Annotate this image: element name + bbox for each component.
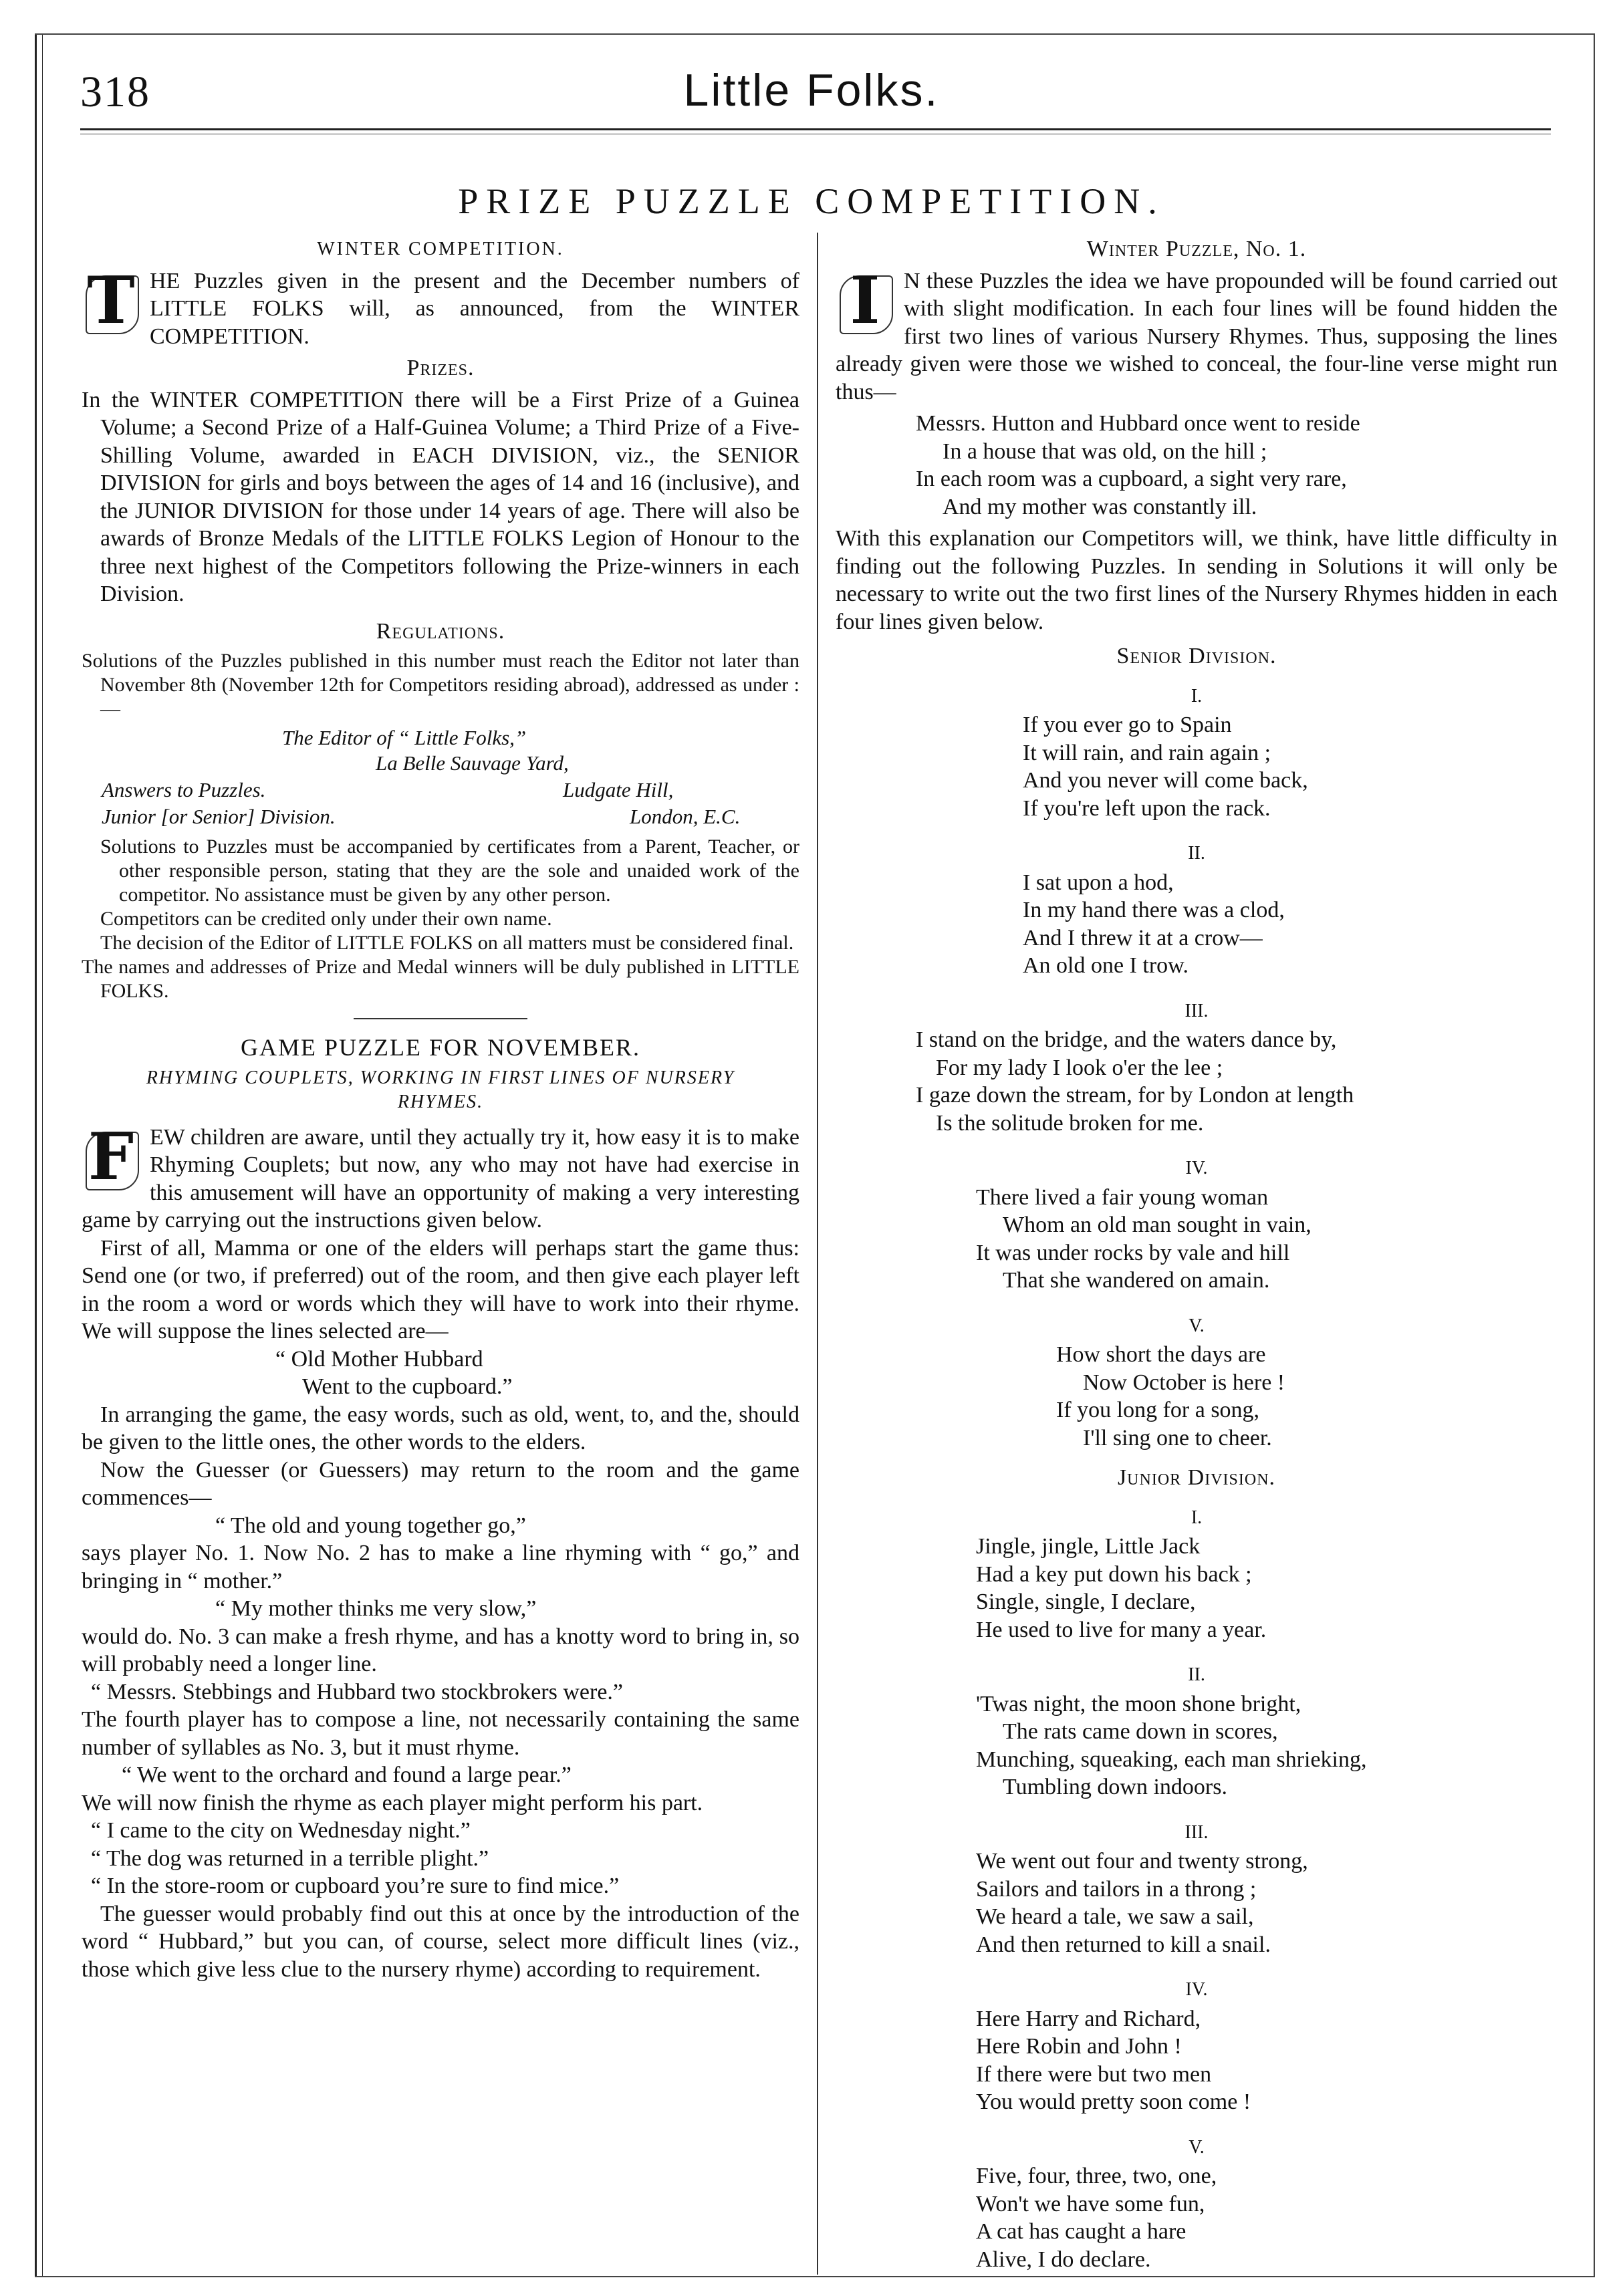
- dropcap-i: I: [836, 270, 894, 337]
- verse-line: It was under rocks by vale and hill: [976, 1240, 1290, 1265]
- address-line-editor: The Editor of “ Little Folks,”: [282, 726, 527, 749]
- senior-verse-5: [836, 1341, 1557, 1452]
- right-column: [836, 231, 1557, 2273]
- verse-line: Won't we have some fun,: [976, 2191, 1205, 2216]
- verse-line: Tumbling down indoors.: [1003, 1775, 1227, 1799]
- quote-line: “ We went to the orchard and found a large pear.”: [122, 1763, 572, 1787]
- game-intro-paragraph: [82, 1118, 799, 1235]
- senior-verse-2: [836, 869, 1557, 980]
- intro-paragraph: [82, 262, 799, 351]
- junior-division-heading: Junior Division.: [1117, 1465, 1276, 1490]
- address-london: London, E.C.: [630, 805, 741, 828]
- verse-line: And my mother was constantly ill.: [943, 494, 1257, 519]
- verse-line: I'll sing one to cheer.: [1083, 1425, 1272, 1450]
- game-paragraph-5: says player No. 1. Now No. 2 has to make a line rhyming with “ go,” and bringing in “ mother.”: [82, 1541, 799, 1593]
- junior-puzzle-number: I.: [1191, 1507, 1203, 1528]
- verse-line: Messrs. Hutton and Hubbard once went to reside: [916, 411, 1360, 436]
- junior-verse-2: [836, 1690, 1557, 1801]
- verse-line: In each room was a cupboard, a sight very rare,: [916, 467, 1347, 491]
- regulation-winners: The names and addresses of Prize and Medal winners will be duly published in LITTLE FOLKS.: [82, 956, 799, 1002]
- verse-line: And you never will come back,: [1023, 768, 1308, 793]
- header-rule: [80, 128, 1551, 130]
- verse-line: Had a key put down his back ;: [976, 1561, 1252, 1587]
- verse-line: The rats came down in scores,: [1003, 1719, 1278, 1744]
- verse-line: I gaze down the stream, for by London at length: [916, 1083, 1354, 1108]
- verse-line: Five, four, three, two, one,: [976, 2164, 1217, 2188]
- page-title: PRIZE PUZZLE COMPETITION.: [458, 181, 1165, 221]
- verse-line: A cat has caught a hare: [976, 2219, 1187, 2244]
- junior-puzzle-number: IV.: [1185, 1979, 1208, 2000]
- page-frame-bottom: [35, 2276, 1595, 2277]
- verse-line: There lived a fair young woman: [976, 1184, 1269, 1210]
- verse-line: That she wandered on amain.: [1003, 1268, 1270, 1293]
- quote-line: “ Old Mother Hubbard: [275, 1346, 483, 1372]
- senior-puzzle-number: I.: [1191, 685, 1203, 707]
- game-paragraph-6: would do. No. 3 can make a fresh rhyme, and has a knotty word to bring in, so will probably need a longer line.: [82, 1624, 799, 1676]
- game-paragraph-9: The guesser would probably find out this at once by the introduction of the word “ Hubbard,” but you can, of course, select more difficult lines (viz., those which give less clue to the nursery rhyme) according to requirement.: [82, 1901, 799, 1982]
- verse-line: And I threw it at a crow—: [1023, 925, 1263, 950]
- verse-line: Alive, I do declare.: [976, 2247, 1151, 2272]
- address-ludgate: Ludgate Hill,: [563, 778, 674, 801]
- verse-line: It will rain, and rain again ;: [1023, 740, 1271, 765]
- verse-line: You would pretty soon come !: [976, 2089, 1251, 2114]
- section-rule: [354, 1018, 527, 1019]
- verse-line: We went out four and twenty strong,: [976, 1849, 1308, 1874]
- quote-old-mother-hubbard: [82, 1346, 799, 1401]
- verse-line: Whom an old man sought in vain,: [1003, 1213, 1312, 1237]
- verse-line: I stand on the bridge, and the waters dance by,: [916, 1027, 1337, 1052]
- verse-line: In my hand there was a clod,: [1023, 898, 1285, 922]
- game-puzzle-heading: GAME PUZZLE FOR NOVEMBER.: [240, 1034, 640, 1061]
- senior-puzzle-number: III.: [1184, 1000, 1209, 1021]
- quote-line: “ Messrs. Stebbings and Hubbard two stockbrokers were.”: [91, 1679, 623, 1704]
- game-paragraph-8: We will now finish the rhyme as each player might perform his part.: [82, 1790, 703, 1815]
- verse-line: 'Twas night, the moon shone bright,: [976, 1691, 1301, 1716]
- senior-puzzle-number: II.: [1188, 843, 1205, 864]
- verse-line: And then returned to kill a snail.: [976, 1932, 1271, 1957]
- regulation-certificates: Solutions to Puzzles must be accompanied by certificates from a Parent, Teacher, or other responsible person, stating that they are the sole and unaided work of the competitor. No assistance must be given by any other person.: [100, 836, 799, 906]
- verse-line: Is the solitude broken for me.: [936, 1110, 1204, 1136]
- address-line-yard: La Belle Sauvage Yard,: [376, 751, 569, 775]
- dropcap-t: T: [82, 270, 140, 337]
- left-column: [82, 231, 799, 1983]
- verse-line: Munching, squeaking, each man shrieking,: [976, 1747, 1367, 1772]
- address-answers: Answers to Puzzles.: [102, 778, 266, 801]
- verse-line: Here Robin and John !: [976, 2034, 1182, 2059]
- page-frame-top: [35, 33, 1595, 35]
- game-puzzle-subhead: RHYMING COUPLETS, WORKING IN FIRST LINES OF NURSERY RHYMES.: [146, 1067, 735, 1112]
- winter-competition-heading: WINTER COMPETITION.: [317, 239, 564, 259]
- game-paragraph-3: In arranging the game, the easy words, such as old, went, to, and the, should be given to the little ones, the other words to the elders.: [82, 1402, 799, 1454]
- game-intro-text: EW children are aware, until they actually try it, how easy it is to make Rhyming Couplets; but now, any who may not have had exercise in this amusement will have an opportunity of making a very interesting game by carrying out the instructions given below.: [82, 1124, 799, 1233]
- verse-line: In a house that was old, on the hill ;: [943, 438, 1267, 464]
- verse-line: Sailors and tailors in a throng ;: [976, 1876, 1257, 1902]
- intro-text: HE Puzzles given in the present and the December numbers of LITTLE FOLKS will, as announced, from the WINTER COMPETITION.: [150, 268, 799, 349]
- verse-line: Here Harry and Richard,: [976, 2006, 1201, 2031]
- junior-puzzle-number: III.: [1184, 1821, 1209, 1843]
- page-frame-right: [1594, 35, 1595, 2277]
- senior-division-heading: Senior Division.: [1116, 644, 1277, 668]
- quote-line: “ My mother thinks me very slow,”: [215, 1596, 537, 1621]
- verse-line: An old one I trow.: [1023, 953, 1189, 978]
- address-block: [82, 721, 799, 835]
- winter-puzzle-heading: Winter Puzzle, No. 1.: [1086, 237, 1307, 261]
- verse-line: If you ever go to Spain: [1023, 713, 1232, 737]
- regulations-heading: Regulations.: [376, 618, 505, 644]
- page-frame-left: [35, 35, 43, 2277]
- verse-line: Now October is here !: [1083, 1370, 1285, 1395]
- junior-puzzle-number: V.: [1189, 2136, 1205, 2158]
- game-paragraph-7: The fourth player has to compose a line, not necessarily containing the same number of syllables as No. 3, but it must rhyme.: [82, 1707, 799, 1760]
- senior-verse-1: [836, 711, 1557, 822]
- page-number: 318: [80, 68, 150, 116]
- explanation-paragraph: With this explanation our Competitors will, we think, have little difficulty in finding out the following Puzzles. In sending in Solutions it will only be necessary to write out the two first lines of the Nursery Rhymes hidden in each four lines given below.: [836, 526, 1557, 634]
- verse-line: If you're left upon the rack.: [1023, 795, 1271, 821]
- verse-line: I sat upon a hod,: [1023, 870, 1174, 895]
- dropcap-f: F: [82, 1126, 140, 1193]
- junior-verse-4: [836, 2005, 1557, 2116]
- junior-puzzle-number: II.: [1188, 1664, 1205, 1685]
- magazine-title: Little Folks.: [683, 65, 940, 116]
- verse-line: How short the days are: [1056, 1342, 1266, 1367]
- regulation-name: Competitors can be credited only under their own name.: [100, 908, 552, 930]
- junior-verse-3: [836, 1847, 1557, 1958]
- senior-verse-3: [836, 1026, 1557, 1137]
- senior-verse-4: [836, 1184, 1557, 1295]
- quote-line: “ The dog was returned in a terrible plight.”: [91, 1845, 489, 1871]
- example-verse: [836, 410, 1557, 521]
- prizes-heading: Prizes.: [406, 356, 475, 380]
- regulation-decision: The decision of the Editor of LITTLE FOLKS on all matters must be considered final.: [100, 932, 794, 954]
- address-division: Junior [or Senior] Division.: [102, 805, 336, 828]
- game-paragraph-2: First of all, Mamma or one of the elders will perhaps start the game thus: Send one (or two, if preferred) out of the room, and then give each player left in the room a word or words which they will have to work into their rhyme. We will suppose the lines selected are—: [82, 1235, 799, 1344]
- junior-verse-5: [836, 2162, 1557, 2273]
- verse-line: We heard a tale, we saw a sail,: [976, 1904, 1254, 1929]
- puzzle-intro-paragraph: [836, 262, 1557, 406]
- verse-line: He used to live for many a year.: [976, 1617, 1267, 1642]
- verse-line: Jingle, jingle, Little Jack: [976, 1534, 1201, 1559]
- verse-line: For my lady I look o'er the lee ;: [936, 1055, 1223, 1080]
- game-paragraph-4: Now the Guesser (or Guessers) may return to the room and the game commences—: [82, 1457, 799, 1510]
- quote-line: Went to the cupboard.”: [302, 1374, 513, 1399]
- senior-puzzle-number: V.: [1189, 1315, 1205, 1336]
- column-divider: [817, 233, 818, 2275]
- quote-line: “ In the store-room or cupboard you’re sure to find mice.”: [91, 1874, 620, 1898]
- verse-line: If there were but two men: [976, 2061, 1212, 2087]
- puzzle-intro-text: N these Puzzles the idea we have propounded will be found carried out with slight modification. In each four lines will be found hidden the first two lines of various Nursery Rhymes. Thus, supposing the lines already given were those we wished to conceal, the four-line verse might run thus—: [836, 268, 1557, 404]
- quote-line: “ I came to the city on Wednesday night.”: [91, 1818, 471, 1843]
- prizes-text: In the WINTER COMPETITION there will be a First Prize of a Guinea Volume; a Second Prize of a Half-Guinea Volume; a Third Prize of a Five-Shilling Volume, awarded in EACH DIVISION, viz., the SENIOR DIVISION for girls and boys between the ages of 14 and 16 (inclusive), and the JUNIOR DIVISION for those under 14 years of age. There will also be awards of Bronze Medals of the LITTLE FOLKS Legion of Honour to the three next highest of the Competitors following the Prize-winners in each Division.: [82, 387, 799, 606]
- verse-line: Single, single, I declare,: [976, 1589, 1196, 1614]
- regulation-deadline: Solutions of the Puzzles published in this number must reach the Editor not later than November 8th (November 12th for Competitors residing abroad), addressed as under :—: [82, 650, 799, 720]
- senior-puzzle-number: IV.: [1185, 1158, 1208, 1178]
- verse-line: If you long for a song,: [1056, 1398, 1260, 1422]
- quote-line: “ The old and young together go,”: [215, 1513, 526, 1538]
- junior-verse-1: [836, 1533, 1557, 1644]
